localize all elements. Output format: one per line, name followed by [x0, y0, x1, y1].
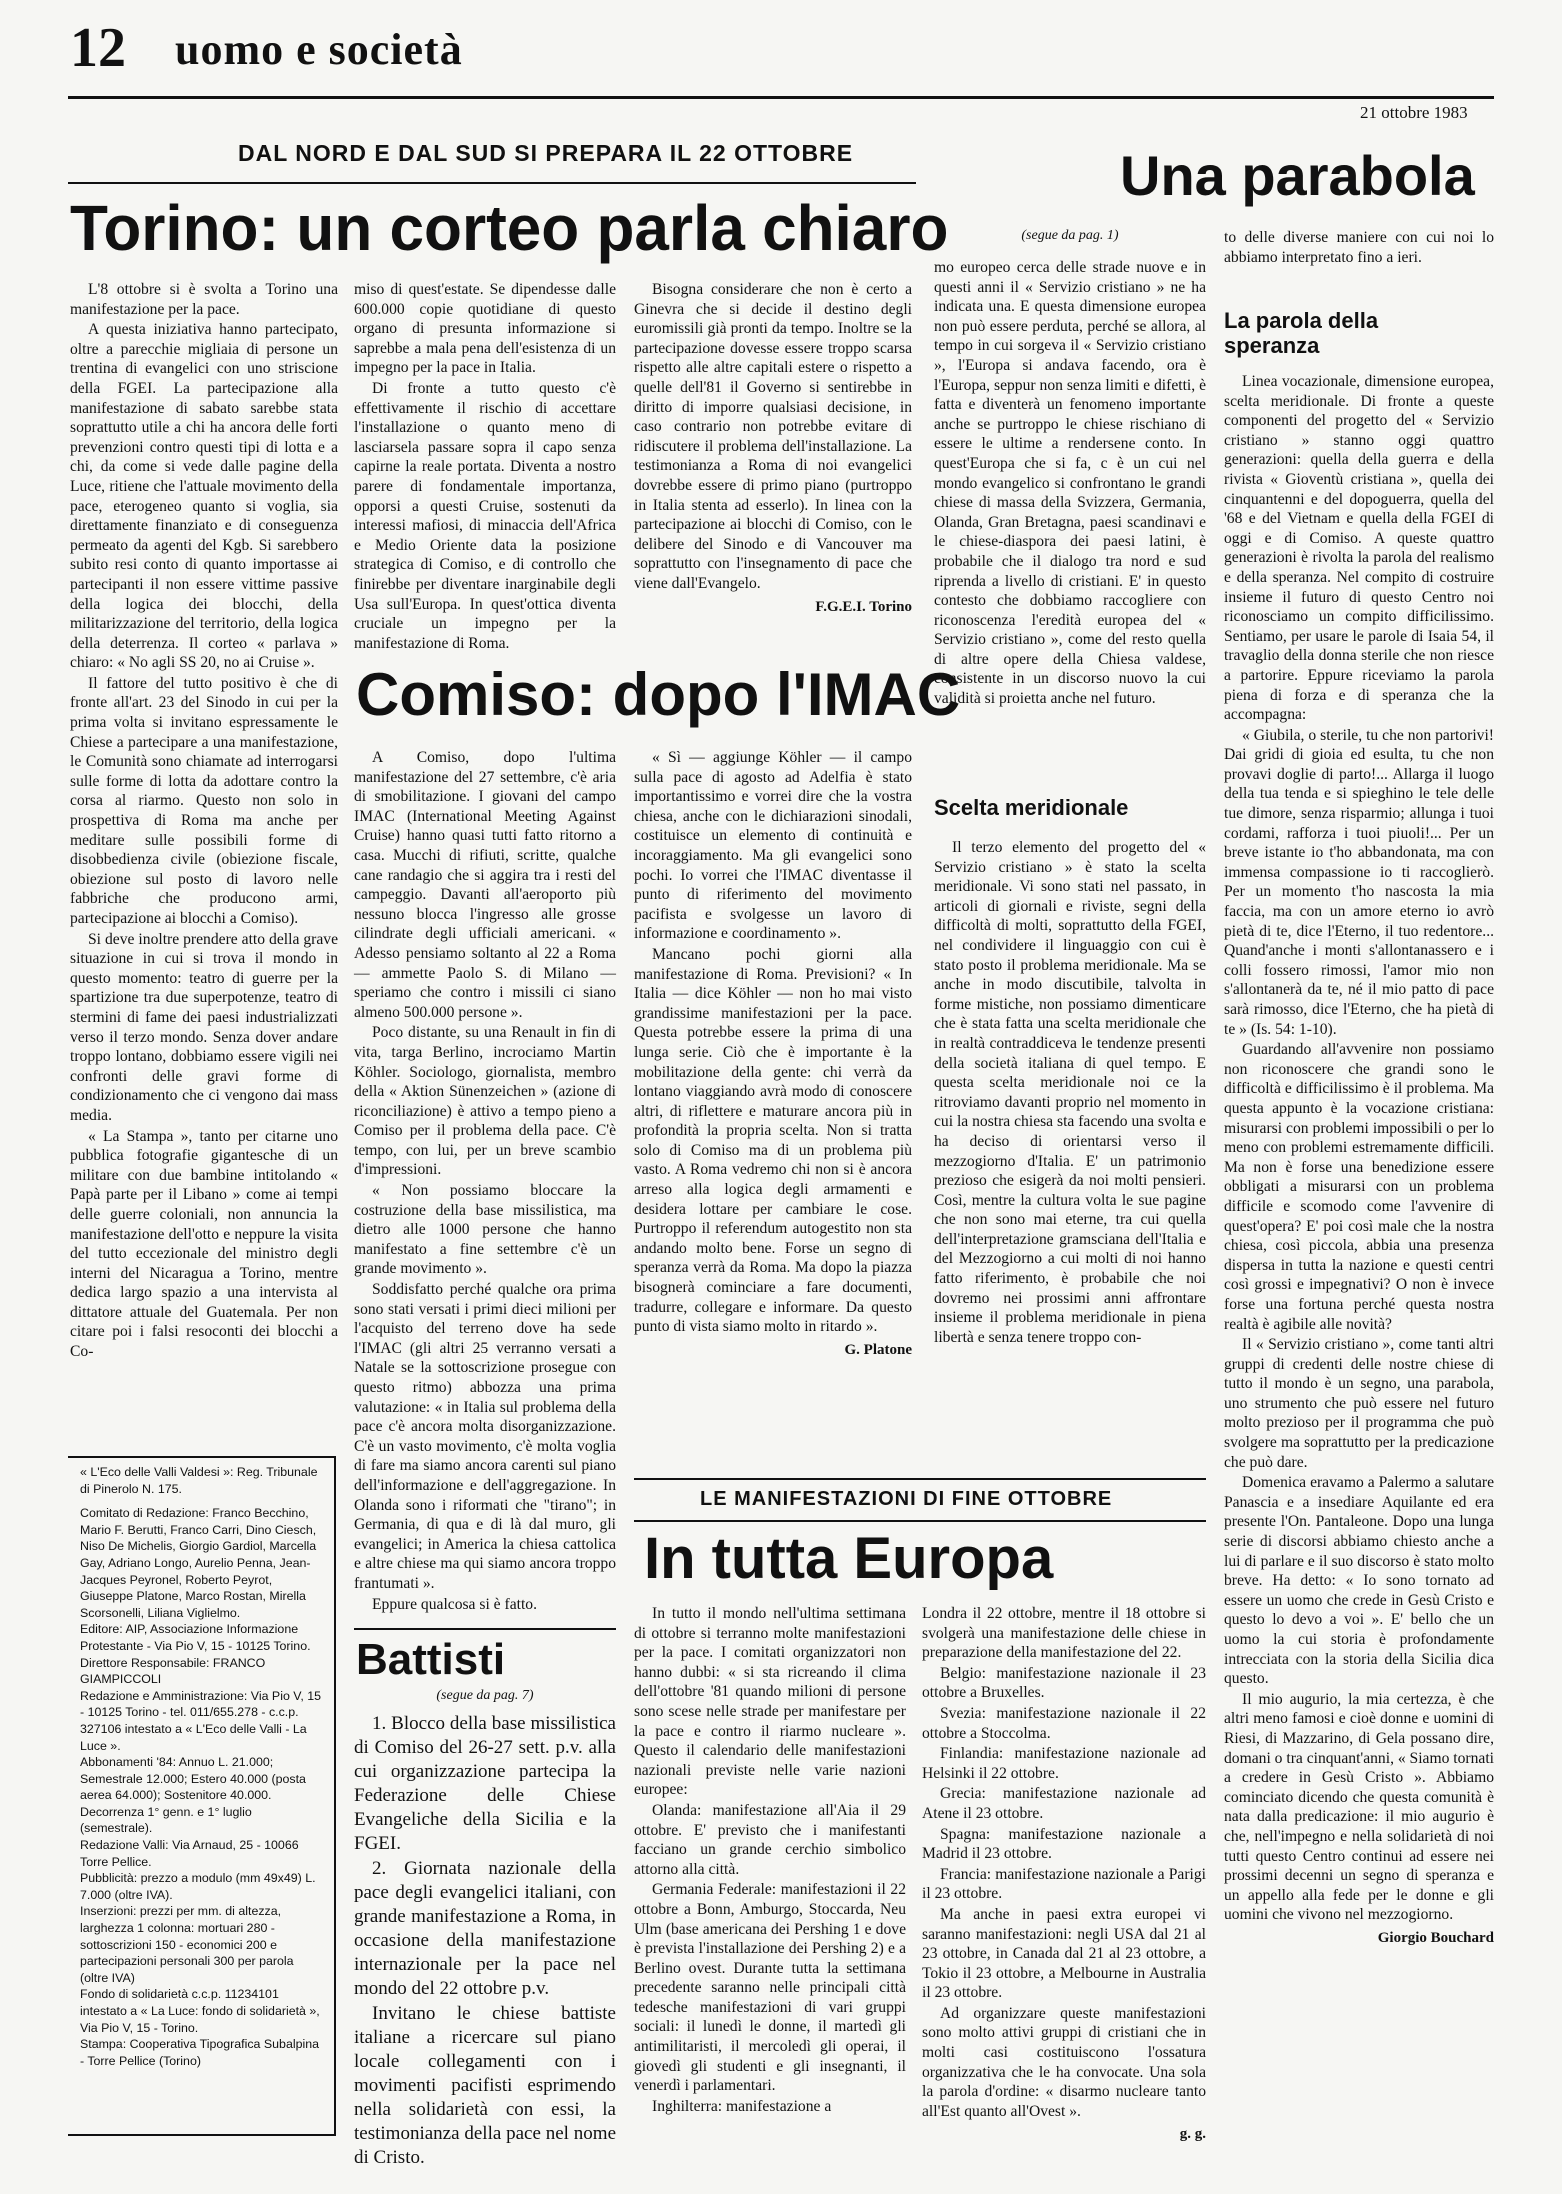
issue-date: 21 ottobre 1983: [1360, 103, 1468, 122]
parabola-col-1a: mo europeo cerca delle strade nuove e in questi anni il « Servizio cristiano » ne ha indicata una. E questa dimensione europea non può essere perduta, perché se allora, al tempo in cui sorgeva il « Servizio cristiano », l'Europa si andava facendo, ora è l'Europa, seppur non senza limiti e difetti, è fatta e diventerà un fenomeno importante anche se purtroppo le chiese rischiano di essere le ultime a rendersene conto. In quest'Europa che si fa, c è un cui nel mondo evangelico si confrontano le grandi chiese di massa della Svizzera, Germania, Olanda, Gran Bretagna, paesi scandinavi e le chiese-diaspora dei paesi latini, è probabile che il dialogo tra nord e sud riprenda a livello di cristiani. E' in questo contesto che dobbiamo raccogliere con riconoscenza l'eredità europea del « Servizio cristiano », come del resto quella di altre opere della Chiesa valdese, consistente in un discorso nuovo la cui validità si proietta anche nel futuro.: [934, 259, 1206, 708]
europa-signature: g. g.: [1179, 2126, 1206, 2143]
editorial-box: « L'Eco delle Valli Valdesi »: Reg. Tribunale di Pinerolo N. 175. Comitato di Redazione: Franco Becchino, Mario F. Berutti, Franco Carri, Dino Ciesch, Niso De Michelis, Giorgio Gardiol, Marcella Gay, Adriano Longo, Aurelio Penna, Jean-Jacques Peyronel, Roberto Peyrot, Giuseppe Platone, Marco Rostan, Mirella Scorsonelli, Liliana Viglielmo. Editore: AIP, Associazione Informazione Protestante - Via Pio V, 15 - 10125 Torino. Direttore Responsabile: FRANCO GIAMPICCOLI Redazione e Amministrazione: Via Pio V, 15 - 10125 Torino - tel. 011/655.278 - c.c.p. 327106 intestato a « L'Eco delle Valli - La Luce ». Abbonamenti '84: Annuo L. 21.000; Semestrale 12.000; Estero 40.000 (posta aerea 64.000); Sostenitore 40.000. Decorrenza 1° genn. e 1° luglio (semestrale). Redazione Valli: Via Arnaud, 25 - 10066 Torre Pellice. Pubblicità: prezzo a modulo (mm 49x49) L. 7.000 (oltre IVA). Inserzioni: prezzi per mm. di altezza, larghezza 1 colonna: mortuari 280 - sottoscrizioni 150 - economici 200 e partecipazioni personali 300 per parola (oltre IVA) Fondo di solidarietà c.c.p. 11234101 intestato a « La Luce: fondo di solidarietà », Via Pio V, 15 - Torino. Stampa: Cooperativa Tipografica Subalpina - Torre Pellice (Torino): [68, 1456, 336, 2136]
kicker-rule: [68, 182, 916, 184]
parabola-segue: (segue da pag. 1): [1021, 228, 1119, 243]
comiso-headline: Comiso: dopo l'IMAC: [356, 661, 961, 728]
battisti-body: 1. Blocco della base missilistica di Comiso del 26-27 sett. p.v. alla cui organizzazione partecipa la Federazione delle Chiese Evangeliche della Sicilia e la FGEI. 2. Giornata nazionale della pace degli evangelici italiani, con grande manifestazione a Roma, in occasione della manifestazione internazionale per la pace nel mondo del 22 ottobre p.v. Invitano le chiese battiste italiane a ricercare sul piano locale collegamenti con i movimenti pacifisti esprimendo nella solidarietà con essi, la testimonianza della pace nel nome di Cristo.: [354, 1713, 616, 2168]
torino-headline: Torino: un corteo parla chiaro: [70, 192, 949, 264]
parabola-signature: Giorgio Bouchard: [1377, 1929, 1494, 1946]
parabola-col-2b: Linea vocazionale, dimensione europea, scelta meridionale. Di fronte a queste componenti del progetto del « Servizio cristiano » stanno oggi quattro generazioni: quella della guerra e della rivista « Gioventù cristiana », quella dei cinquantenni e del dopoguerra, quella del '68 e del Vietnam e quella della FGEI di oggi e di Comiso. A queste quattro generazioni è rivolta la parola del realismo e della speranza. Nel compito di costruire insieme il futuro di questo Centro noi riconosciamo un compito difficilissimo. Sentiamo, per usare le parole di Isaia 54, il travaglio della donna sterile che non riesce a partorire. Eppure riceviamo la parola piena di forza e di speranza che la accompagna: « Giubila, o sterile, tu che non partorivi! Dai gridi di gioia ed esulta, tu che non provavi doglie di parto!... Allarga il luogo della tua tenda e si spieghino le tele delle tue dimore, senza risparmio; allunga i tuoi cordami, rafforza i tuoi piuoli!... Per un breve istante io t'ho abbandonata, ma con immensa compassione io ti raccoglierò. Per un momento t'ho nascosta la mia faccia, ma con un amore eterno io avrò pietà di te, dice l'Eterno, il tuo redentore... Quand'anche i monti s'allontanassero e i colli fossero rimossi, l'amor mio non s'allontanerà da te, né il mio patto di pace sarà rimosso, dice l'Eterno, che ha pietà di te » (Is. 54: 1-10). Guardando all'avvenire non possiamo non riconoscere che grandi sono le difficoltà e difficilissimo è il problema. Ma questa appunto è la vocazione cristiana: misurarsi con problemi impossibili o per lo meno con problemi estremamente difficili. Ma non è forse una benedizione essere obbligati a misurarsi con un problema difficile e scomodo come l'avvenire di quest'opera? E' poi così male che la nostra chiesa, così piccola, abbia una presenza dispersa in tutta la nazione e questi centri così grossi e impegnativi? O non è invece forse una fortuna perché questa nostra realtà è agibile alle novità? Il « Servizio cristiano », come tanti altri gruppi di credenti delle nostre chiese di tutto il mondo è un segno, una parabola, uno strumento che può essere nel futuro molto prezioso per il programma che può svolgere ma soprattutto per la predicazione che può dare. Domenica eravamo a Palermo a salutare Panascia e a insediare Aquilante ed era presente l'On. Pantaleone. Dopo una lunga serie di discorsi abbiamo chiesto anche a lui di parlare e il suo discorso è stato molto breve. Ha detto: « Io sono tornato ad essere un uomo che crede in Gesù Cristo e questo lo devo a voi ». E' bello che un uomo la cui storia è profondamente intrecciata con la storia della Sicilia dica questo. Il mio augurio, la mia certezza, è che altri meno famosi e cioè donne e uomini di Riesi, di Mazzarino, di Gela possano dire, domani o tra cinquant'anni, « Siamo tornati a credere in Gesù Cristo ». Abbiamo cominciato dicendo che questa comunità è nata dalla predicazione: il mio augurio è che, nell'impegno e nella solidarietà di noi tutti questo Centro continui ad essere nei prossimi decenni un segno di speranza e un appello alla fede per le donne e gli uomini che vivono nel mezzogiorno. Giorgio Bouchard: [1224, 372, 1494, 2132]
comiso-signature: G. Platone: [844, 1341, 912, 1358]
parabola-headline: Una parabola: [1120, 144, 1475, 207]
battisti-headline: Battisti: [356, 1635, 506, 1684]
europa-col-2: Londra il 22 ottobre, mentre il 18 ottobre si svolgerà una manifestazione delle chiese in preparazione della manifestazione del 22. Belgio: manifestazione nazionale il 23 ottobre a Bruxelles. Svezia: manifestazione nazionale il 22 ottobre a Stoccolma. Finlandia: manifestazione nazionale ad Helsinki il 22 ottobre. Grecia: manifestazione nazionale ad Atene il 23 ottobre. Spagna: manifestazione nazionale a Madrid il 23 ottobre. Francia: manifestazione nazionale a Parigi il 23 ottobre. Ma anche in paesi extra europei vi saranno manifestazioni: negli USA dal 21 al 23 ottobre, in Canada dal 21 al 23 ottobre, a Tokio il 23 ottobre, a Melbourne in Australia il 23 ottobre. Ad organizzare queste manifestazioni sono molto attivi gruppi di cristiani che in molti casi costituiscono l'ossatura organizzativa che le ha convocate. Una sola la parola d'ordine: « disarmo nucleare tanto all'Est quanto all'Ovest ». g. g.: [922, 1604, 1206, 2132]
europa-col-1: In tutto il mondo nell'ultima settimana di ottobre si terranno molte manifestazioni per la pace. I comitati organizzatori non hanno dubbi: « si sta ricreando il clima dell'ottobre '81 quando milioni di persone sono scese nelle strade per manifestare per la pace e contro il riarmo nucleare ». Questo il calendario delle manifestazioni nazionali previste nelle varie nazioni europee: Olanda: manifestazione all'Aia il 29 ottobre. E' previsto che i manifestanti facciano un grande cerchio simbolico attorno alla città. Germania Federale: manifestazioni il 22 ottobre a Bonn, Amburgo, Stoccarda, Neu Ulm (base americana dei Pershing 1 e dove è prevista l'installazione dei Pershing 2) e a Berlino ovest. Durante tutta la settimana precedente saranno nelle principali città tedesche manifestazioni di vari gruppi sociali: il lunedì le donne, il martedì gli antimilitaristi, il mercoledì gli operai, il giovedì gli studenti e gli insegnanti, il venerdì i parlamentari. Inghilterra: manifestazione a: [634, 1605, 906, 2115]
europa-kicker-rule: [634, 1520, 1206, 1522]
page-number: 12: [70, 17, 126, 79]
europa-top-rule: [634, 1478, 1206, 1480]
torino-signature: F.G.E.I. Torino: [815, 598, 912, 615]
parabola-col-2a: to delle diverse maniere con cui noi lo abbiamo interpretato fino a ieri.: [1224, 229, 1494, 266]
europa-headline: In tutta Europa: [644, 1526, 1054, 1591]
torino-col-3: Bisogna considerare che non è certo a Ginevra che si decide il destino degli euromissili già pronti da tempo. Inoltre se la partecipazione dovesse essere troppo scarsa rispetto alle altre capitali estere o rispetto a quelle dell'81 il Governo si sentirebbe in diritto di imporre qualsiasi decisione, in caso contrario non potrebbe evitare di ridiscutere il problema dell'installazione. La testimonianza a Roma di noi evangelici dovrebbe essere di primo piano (purtroppo in Italia stenta ad esserlo). In linea con la partecipazione ai blocchi di Comiso, con le delibere del Sinodo e di Vancouver ma soprattutto con l'insegnamento di pace che viene dall'Evangelo. F.G.E.I. Torino: [634, 280, 912, 670]
comiso-col-1: A Comiso, dopo l'ultima manifestazione del 27 settembre, c'è aria di smobilitazione. I giovani del campo IMAC (International Meeting Against Cruise) hanno quasi tutti fatto ritorno a casa. Mucchi di rifiuti, scritte, qualche cane randagio che si aggira tra i resti del campeggio. Davanti all'aeroporto più nessuno blocca l'ingresso alle grosse cilindrate degli ufficiali americani. « Adesso pensiamo soltanto al 22 a Roma — ammette Paolo S. di Milano — speriamo che contro i missili ci siano almeno 500.000 persone ». Poco distante, su una Renault in fin di vita, targa Berlino, incrociamo Martin Köhler. Sociologo, giornalista, membro della « Aktion Sünenzeichen » (azione di riconciliazione) è attivo a tempo pieno a Comiso per il problema della pace. C'è tempo, con lui, per un breve scambio d'impressioni. « Non possiamo bloccare la costruzione della base missilistica, ma dietro alle 1000 persone che hanno manifestato a fine settembre c'è un grande movimento ». Soddisfatto perché qualche ora prima sono stati versati i primi dieci milioni per l'acquisto del terreno dove ha sede l'IMAC (gli altri 25 verranno versati a Natale se la sottoscrizione prosegue con questo ritmo) abbozza una prima valutazione: « in Italia sul problema della pace c'è ancora molta disorganizzazione. C'è un vasto movimento, c'è molta voglia di fare ma siamo ancora carenti sul piano dell'informazione e dell'aggregazione. In Olanda sono i riformati che "tirano"; in Germania, di qua e di là dal muro, gli evangelici; in America la chiesa cattolica e altre chiese ma qui siamo ancora troppo frantumati ». Eppure qualcosa si è fatto.: [354, 749, 616, 1613]
meridionale-subhead: Scelta meridionale: [934, 795, 1129, 820]
comiso-col-2: « Sì — aggiunge Köhler — il campo sulla pace di agosto ad Adelfia è stato importantissimo e vorrei dire che la vostra chiesa, anche con le dichiarazioni sinodali, costituisce un elemento di continuità e incoraggiamento. Ma gli evangelici sono pochi. Io vorrei che l'IMAC diventasse il punto di riferimento del movimento pacifista e svolgesse un lavoro di informazione e coordinamento ». Mancano pochi giorni alla manifestazione di Roma. Previsioni? « In Italia — dice Köhler — non ho mai visto grandissime manifestazioni per la pace. Questa potrebbe essere la prima di una lunga serie. Ciò che è importante è la mobilitazione della gente: chi verrà da lontano viaggiando avrà modo di conoscere altri, di riflettere e maturare ancora più in profondità la propria scelta. Non si tratta solo di Comiso ma di un problema più vasto. A Roma vedremo chi non si è ancora arreso alla logica degli armamenti e desidera lottare per cambiare le cose. Purtroppo il referendum autogestito non sta andando molto bene. Forse un segno di speranza verrà da Roma. Ma dopo la piazza bisognerà cominciare a fare documenti, tradurre, collegare e informare. Da questo punto di vista siamo molto in ritardo ». G. Platone: [634, 748, 912, 1318]
speranza-subhead: La parola della speranza: [1224, 308, 1379, 359]
section-title: uomo e società: [175, 25, 463, 74]
torino-col-2: miso di quest'estate. Se dipendesse dalle 600.000 copie quotidiane di questo organo di presunta informazione si saprebbe a mala pena dell'esistenza di un impegno per la pace in Italia. Di fronte a tutto questo c'è effettivamente il rischio di accettare l'installazione o quanto meno di lasciarsela passare sopra il capo senza capirne la reale portata. Diventa a nostro parere di fondamentale importanza, opporsi a questi Cruise, sostenuti da interessi mafiosi, di minaccia dell'Africa e Medio Oriente data la posizione strategica di Comiso, e di controllo che finirebbe per diventare inarginabile degli Usa sull'Europa. In quest'ottica diventa cruciale un impegno per la manifestazione di Roma.: [354, 281, 616, 652]
europa-kicker: LE MANIFESTAZIONI DI FINE OTTOBRE: [700, 1488, 1113, 1510]
battisti-rule: [354, 1628, 616, 1630]
torino-kicker: DAL NORD E DAL SUD SI PREPARA IL 22 OTTOBRE: [238, 140, 854, 166]
parabola-col-1b: Il terzo elemento del progetto del « Servizio cristiano » è stato la scelta meridionale. Vi sono stati nel passato, in articoli di giornali e riviste, segni della difficoltà di molti, soprattutto della FGEI, nel condividere il linguaggio con cui è stato posto il problema meridionale. Ma se anche in modo discutibile, talvolta in forme mistiche, non possiamo dimenticare che è stata fatta una scelta meridionale che in realtà contraddiceva le tendenze presenti della società italiana di quel tempo. E questa scelta meridionale noi ce la ritroviamo davanti proprio nel momento in cui la nostra chiesa sta facendo una svolta e ha deciso di orientarsi verso il mezzogiorno d'Italia. E' un patrimonio prezioso che esigerà da noi molti pensieri. Così, mentre la cultura volta le sue pagine che non sono mai eterne, tra cui quella dell'interpretazione gramsciana dell'Italia e del Mezzogiorno a cui molti di noi hanno fatto riferimento, è probabile che noi dovremo nei prossimi anni affrontare insieme il problema meridionale in piena libertà e senza tenere troppo con-: [934, 839, 1206, 1346]
torino-col-1: L'8 ottobre si è svolta a Torino una manifestazione per la pace. A questa iniziativa hanno partecipato, oltre a parecchie migliaia di persone un trentina di evangelici con uno striscione della FGEI. La partecipazione alla manifestazione di sabato sarebbe stata soprattutto utile a chi ha ancora delle forti prevenzioni contro questi tipi di lotta e a chi, da come si vede dalle pagine della Luce, ritiene che l'attuale movimento della pace, eterogeneo quanto si voglia, sia direttamente finanziato e di conseguenza permeato da agenti del Kgb. Si sarebbero subito resi conto di quanto importasse ai partecipanti il non essere vittime passive della logica dei blocchi, della militarizzazione del territorio, della logica della deterrenza. Il corteo « parlava » chiaro: « No agli SS 20, no ai Cruise ». Il fattore del tutto positivo è che di fronte all'art. 23 del Sinodo in cui per la prima volta si invitano espressamente le Chiese a partecipare a una manifestazione, le Comunità sono chiamate ad interrogarsi sulle forme di lotta da adottare contro la corsa al riarmo. Questo non solo in prospettiva di Roma ma anche per meditare sulle possibili forme di disobbedienza civile (obiezione fiscale, obiezione sul posto di lavoro nelle fabbriche che producono armi, partecipazione ai blocchi a Comiso). Si deve inoltre prendere atto della grave situazione in cui si trova il mondo in questo momento: teatro di guerre per la spartizione tra due superpotenze, teatro di stermini di fame dei paesi industrializzati verso il terzo mondo. Senza dover andare troppo lontano, dobbiamo essere vigili nei confronti delle gravi forme di condizionamento che ci vengono dai mass media. « La Stampa », tanto per citarne uno pubblica fotografie gigantesche di un militare con due bambine intitolando « Papà parte per il Libano » come ai tempi delle guerre coloniali, non annuncia la manifestazione dell'otto e neppure la visita del tutto eccezionale del ministro degli interni del Nicaragua a Torino, mentre dedica largo spazio a una intervista al dittatore attuale del Guatemala. Per non citare poi i falsi resoconti dei blocchi a Co-: [70, 281, 338, 1361]
battisti-segue: (segue da pag. 7): [436, 1688, 534, 1703]
masthead-rule: [68, 96, 1494, 99]
